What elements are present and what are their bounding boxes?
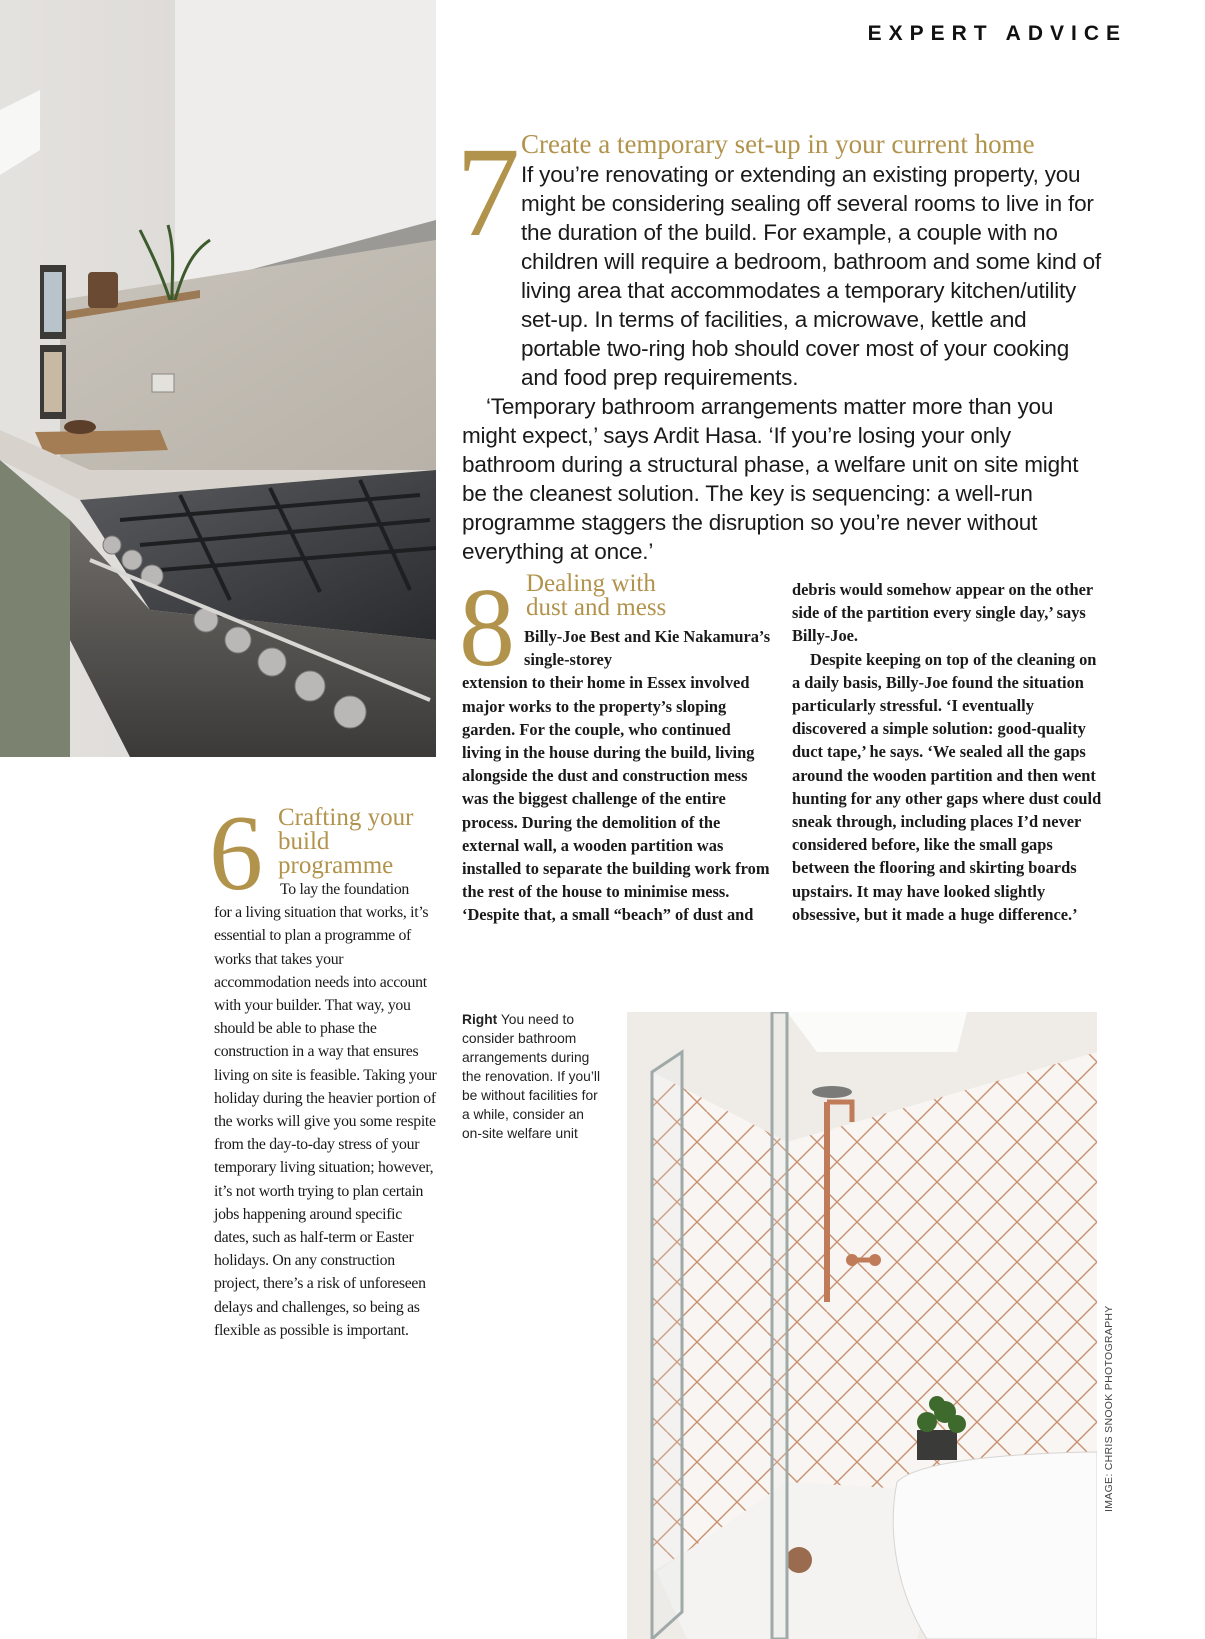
section-8-number: 8 <box>459 566 515 690</box>
section-6-title <box>278 806 413 878</box>
section-6-title-line-2: build <box>278 828 330 855</box>
section-6-title-line-1: Crafting your <box>278 804 414 831</box>
section-8-lead: Billy-Joe Best and Kie Nakamura’s single-storey <box>524 627 771 670</box>
section-8-title-line-2: dust and mess <box>526 594 667 621</box>
section-6-body <box>214 878 440 1342</box>
bathroom-illustration <box>627 1012 1097 1639</box>
section-6-lead: To lay the foundation <box>280 881 410 898</box>
photo-caption <box>462 1010 607 1143</box>
section-7-title: Create a temporary set-up in your current home <box>521 129 1035 159</box>
section-8-column-1-text: extension to their home in Essex involved major works to the property’s sloping garden. For the couple, who continued living in the house during the build, living alongside the dust and construction mess was the biggest challenge of the entire process. During the demolition of the external wall, a wooden partition was installed to separate the building work from the rest of the house to minimise mess. ‘Despite that, a small “beach” of dust and <box>462 673 770 925</box>
section-8-column-1 <box>462 625 772 927</box>
section-6-number: 6 <box>209 794 263 913</box>
caption-label: Right <box>462 1012 498 1027</box>
photo-credit: IMAGE: CHRIS SNOOK PHOTOGRAPHY <box>1103 1305 1115 1512</box>
section-8-column-2 <box>792 578 1102 926</box>
section-6-text: for a living situation that works, it’s essential to plan a programme of works that takes your accommodation needs into account with your builder. That way, you should be able to phase the construction in a way that ensures living on site is feasible. Taking your holiday during the heavier portion of the works will give you some respite from the day-to-day stress of your temporary living situation; however, it’s not worth trying to plan certain jobs happening around specific dates, such as half-term or Easter holidays. On any construction project, there’s a risk of unforeseen delays and challenges, so being as flexible as possible is important. <box>214 904 437 1339</box>
caption-text: You need to consider bathroom arrangements during the renovation. If you’ll be without facilities for a while, consider an on-site welfare unit <box>462 1012 601 1141</box>
bathroom-photo <box>627 1012 1097 1639</box>
section-6-title-line-3: programme <box>278 852 394 879</box>
kitchen-illustration <box>0 0 436 757</box>
section-8-title-line-1: Dealing with <box>526 570 656 597</box>
section-7-paragraph-1: If you’re renovating or extending an existing property, you might be considering sealing off several rooms to live in for the duration of the build. For example, a couple with no children will require a bedroom, bathroom and some kind of living area that accommodates a temporary kitchen/utility set-up. In terms of facilities, a microwave, kettle and portable two-ring hob should cover most of your cooking and food prep requirements. <box>521 162 1101 390</box>
kitchen-photo <box>0 0 436 757</box>
section-8-column-2-paragraph-1: debris would somehow appear on the other side of the partition every single day,’ says Billy-Joe. <box>792 580 1093 646</box>
section-8-title <box>526 572 666 620</box>
section-7-paragraph-2: ‘Temporary bathroom arrangements matter more than you might expect,’ says Ardit Hasa. ‘If you’re losing your only bathroom during a structural phase, a welfare unit on site might be the cleanest solution. The key is sequencing: a well-run programme staggers the disruption so you’re never without everything at once.’ <box>462 394 1079 564</box>
section-8-column-2-paragraph-2: Despite keeping on top of the cleaning on a daily basis, Billy-Joe found the situation particularly stressful. ‘I eventually discovered a simple solution: good-quality duct tape,’ he says. ‘We sealed all the gaps around the wooden partition and then went hunting for any other gaps where dust could sneak through, including places I’d never considered before, like the small gaps between the flooring and skirting boards upstairs. It may have looked slightly obsessive, but it made a huge difference.’ <box>792 649 1102 924</box>
section-7-number: 7 <box>456 121 520 263</box>
section-7-body <box>462 160 1102 566</box>
section-label: EXPERT ADVICE <box>867 22 1127 45</box>
